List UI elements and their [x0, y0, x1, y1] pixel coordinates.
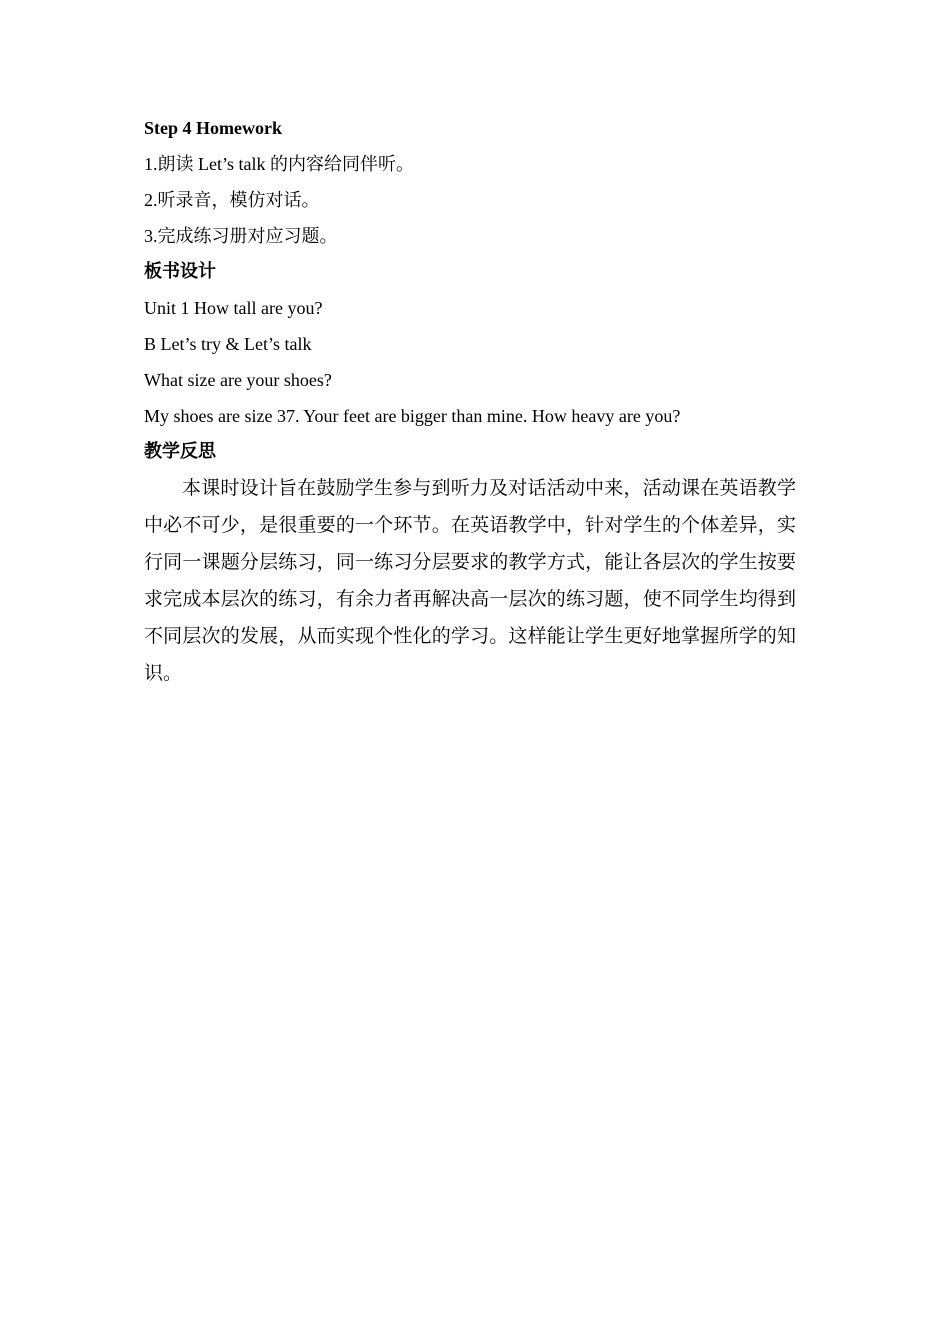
board-line-2: B Let’s try & Let’s talk	[144, 334, 312, 354]
board-line-4: My shoes are size 37. Your feet are bigger than mine. How heavy are you?	[144, 406, 681, 426]
homework-item-1: 1.朗读 Let’s talk 的内容给同伴听。	[144, 154, 414, 174]
board-line-1: Unit 1 How tall are you?	[144, 298, 323, 318]
homework-heading: Step 4 Homework	[144, 118, 282, 138]
reflection-heading: 教学反思	[144, 441, 216, 462]
board-line-3: What size are your shoes?	[144, 370, 332, 390]
board-design-heading: 板书设计	[144, 261, 216, 282]
document-page	[144, 110, 804, 692]
reflection-paragraph: 本课时设计旨在鼓励学生参与到听力及对话活动中来，活动课在英语教学中必不可少，是很重要的一个环节。在英语教学中，针对学生的个体差异，实行同一课题分层练习，同一练习分层要求的教学方式，能让各层次的学生按要求完成本层次的练习，有余力者再解决高一层次的练习题，使不同学生均得到不同层次的发展，从而实现个性化的学习。这样能让学生更好地掌握所学的知识。	[144, 477, 796, 684]
homework-item-2: 2.听录音，模仿对话。	[144, 190, 320, 210]
homework-item-3: 3.完成练习册对应习题。	[144, 226, 338, 246]
